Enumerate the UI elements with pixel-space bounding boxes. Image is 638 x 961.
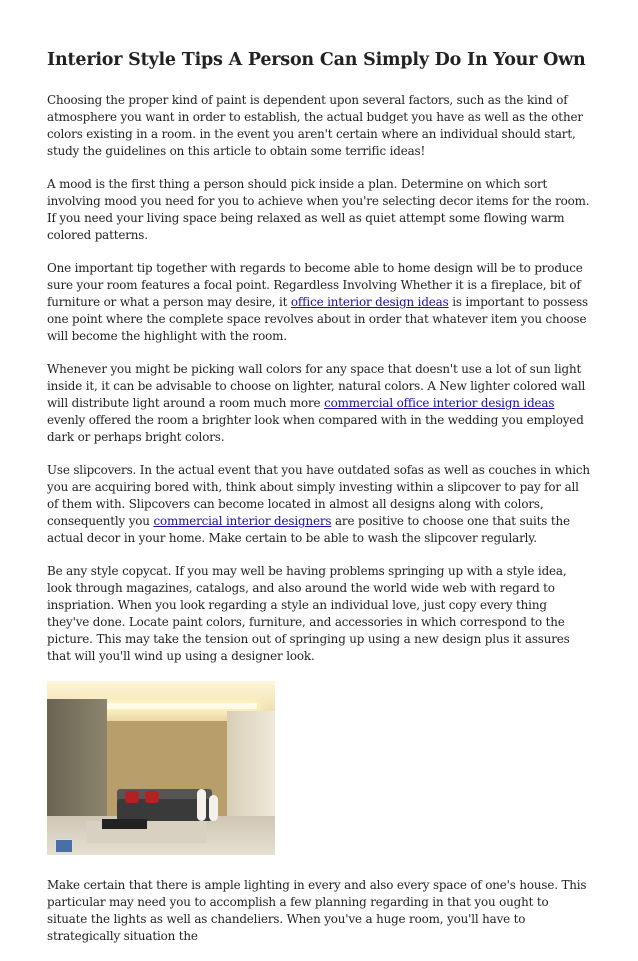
paragraph-text: are positive to choose one that suits the actual decor in your home. Make certain to be able to wash the slipcover regularly. [47, 514, 570, 545]
final-paragraph: Make certain that there is ample lighting in every and also every space of one's house. This particular may need you to accomplish a few planning regarding in that you ought to situate the lights as well as chandeliers. When you've a huge room, you'll have to strategically situation the [47, 878, 587, 943]
paragraph-text: is important to possess one point where the complete space revolves about in order that whatever item you choose will become the highlight with the room. [47, 295, 588, 343]
paragraph-text: A mood is the first thing a person should pick inside a plan. Determine on which sort involving mood you need for you to achieve when you're selecting decor items for the room. If you need your living space being relaxed as well as quiet attempt some flowing warm colored patterns. [47, 177, 590, 242]
photo-logo-icon [55, 839, 73, 853]
inline-link[interactable]: commercial office interior design ideas [324, 396, 555, 410]
paragraph-text: Choosing the proper kind of paint is dependent upon several factors, such as the kind of atmosphere you want in order to establish, the actual budget you have as well as the other colors existing in a room. in the event you aren't certain where an individual should start, study the guidelines on this article to obtain some terrific ideas! [47, 93, 583, 158]
paragraph-text: Be any style copycat. If you may well be having problems springing up with a style idea, look through magazines, catalogs, and also around the world wide web with regard to inspriation. When you look regarding a style an individual love, just copy every thing they've done. Locate paint colors, furniture, and accessories in which correspond to the picture. This may take the tension out of springing up using a new design plus it assures that will you'll wind up using a designer look. [47, 564, 570, 663]
paragraph [47, 462, 592, 547]
document-page [47, 48, 592, 961]
page-title: Interior Style Tips A Person Can Simply Do In Your Own [47, 50, 586, 70]
inline-link[interactable]: office interior design ideas [290, 295, 449, 309]
paragraph [47, 260, 592, 345]
paragraph-text: evenly offered the room a brighter look when compared with in the wedding you employed dark or perhaps bright colors. [47, 413, 584, 444]
paragraph-text: Use slipcovers. In the actual event that you have outdated sofas as well as couches in which you are acquiring bored with, think about simply investing within a slipcover to pay for all of them with. Slipcovers can become located in almost all designs along with colors, consequently you [47, 463, 590, 528]
paragraph [47, 176, 592, 244]
interior-photo [47, 681, 275, 855]
paragraph [47, 563, 592, 665]
inline-link[interactable]: commercial interior designers [153, 514, 332, 528]
paragraph [47, 361, 592, 446]
paragraph-text: Whenever you might be picking wall colors for any space that doesn't use a lot of sun light inside it, it can be advisable to choose on lighter, natural colors. A New lighter colored wall will distribute light around a room much more [47, 362, 586, 410]
paragraph [47, 92, 592, 160]
paragraph-text: One important tip together with regards to become able to home design will be to produce sure your room features a focal point. Regardless Involving Whether it is a fireplace, bit of furniture or what a person may desire, it [47, 261, 583, 309]
article-body [47, 92, 592, 665]
